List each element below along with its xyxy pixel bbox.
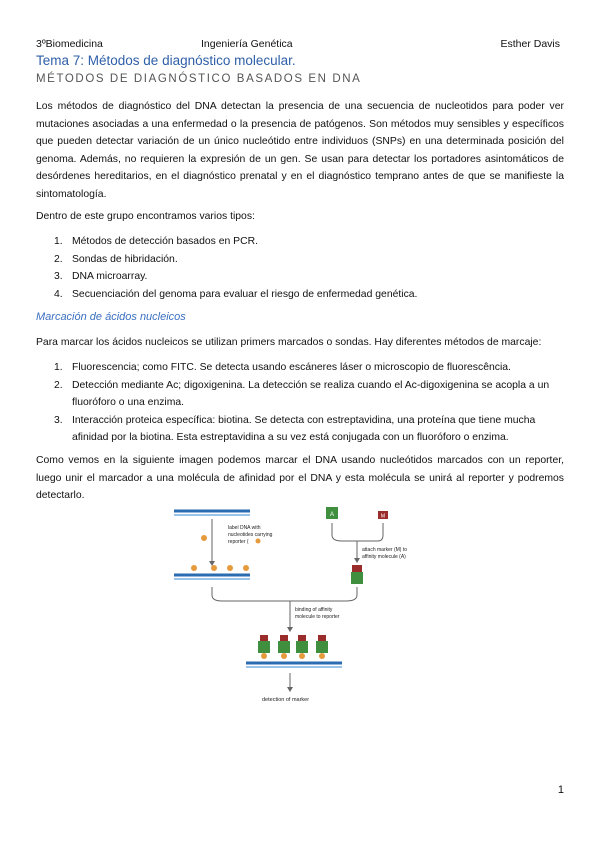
intro-paragraph: Los métodos de diagnóstico del DNA detectan la presencia de una secuencia de nucleotidos para poder ver mutaciones asociadas a una enfermedad o la presencia de patógenos. Son métodos muy sensibles y específicos que pueden detectar variación de un único nucleótido entre individuos (SNPs) en una determinada posición del genoma. Además, no requieren la expresión de un gen. Se usan para detectar los portadores asintomáticos de desórdenes hereditarios, en el diagnóstico prenatal y en el diagnóstico temprano antes de que se manifieste la sintomatología. <box>36 101 564 200</box>
arrow-head-icon <box>354 558 360 563</box>
page-number: 1 <box>557 784 564 796</box>
reporter-icon <box>227 565 233 571</box>
figure-intro-paragraph: Como vemos en la siguiente imagen podemos marcar el DNA usando nucleótidos marcados con un reporter, luego unir el marcador a una molécula de afinidad por el DNA y esta molécula se unirá al reporter y podremos detectarlo. <box>36 455 564 501</box>
list-item: 2. Sondas de hibridación. <box>54 253 178 265</box>
list-item: 4. Secuenciación del genoma para evaluar el riesgo de enfermedad genética. <box>54 288 418 300</box>
reporter-icon <box>299 653 305 659</box>
merge-bracket-icon <box>332 523 383 541</box>
list-item: 1. Métodos de detección basados en PCR. <box>54 236 258 247</box>
affinity-molecule-icon <box>316 641 328 653</box>
list-item: 3. Interacción proteica específica: biotina. Se detecta con estreptavidina, una proteína que tiene mucha afinidad por la biotina. Esta estreptavidina a su vez está conjugada con un fluoróforo o enzima. <box>54 414 536 443</box>
diagnostic-types-list <box>36 233 564 303</box>
detection-text: detection of marker <box>262 697 310 703</box>
list-item: 1. Fluorescencia; como FITC. Se detecta usando escáneres láser o microscopio de fluorescência. <box>54 362 511 373</box>
page-title: Tema 7: Métodos de diagnóstico molecular. <box>36 53 296 68</box>
types-intro-paragraph: Dentro de este grupo encontramos varios tipos: <box>36 211 255 222</box>
label-dna-text-3: reporter ( <box>228 539 249 545</box>
binding-text-2: molecule to reporter <box>295 614 340 620</box>
labeling-intro-paragraph: Para marcar los ácidos nucleicos se utilizan primers marcados o sondas. Hay diferentes métodos de marcaje: <box>36 337 542 348</box>
labeling-diagram <box>170 505 410 710</box>
reporter-icon <box>281 653 287 659</box>
arrow-head-icon <box>287 627 293 632</box>
list-item: 3. DNA microarray. <box>54 271 148 282</box>
affinity-letter: A <box>329 512 335 518</box>
attach-marker-text: attach marker (M) to <box>362 547 408 553</box>
list-item: 2. Detección mediante Ac; digoxigenina. La detección se realiza cuando el Ac-digoxigenina se acopla a un fluoróforo o una enzima. <box>54 379 550 408</box>
marker-letter: M <box>380 513 386 520</box>
label-dna-text-2: nucleotides carrying <box>228 532 273 538</box>
merge-bracket-icon <box>212 587 357 601</box>
marker-icon <box>318 635 326 641</box>
reporter-icon <box>243 565 249 571</box>
header-subject: Ingeniería Genética <box>201 38 293 50</box>
reporter-icon <box>319 653 325 659</box>
affinity-molecule-icon <box>278 641 290 653</box>
marker-icon <box>280 635 288 641</box>
arrow-head-icon <box>287 687 293 692</box>
attach-marker-text-2: affinity molecule (A) <box>362 554 406 560</box>
marker-icon <box>352 565 362 572</box>
page-subtitle: MÉTODOS DE DIAGNÓSTICO BASADOS EN DNA <box>36 73 362 85</box>
section-heading: Marcación de ácidos nucleicos <box>36 311 186 323</box>
header-author: Esther Davis <box>500 38 560 50</box>
reporter-icon <box>191 565 197 571</box>
reporter-icon <box>261 653 267 659</box>
reporter-icon <box>201 535 207 541</box>
label-dna-text: label DNA with <box>228 525 261 531</box>
marker-icon <box>260 635 268 641</box>
header-course: 3ºBiomedicina <box>36 38 103 50</box>
reporter-icon <box>256 539 261 544</box>
labeling-methods-list <box>36 359 564 447</box>
affinity-molecule-icon <box>296 641 308 653</box>
affinity-molecule-icon <box>258 641 270 653</box>
affinity-molecule-icon <box>351 572 363 584</box>
reporter-icon <box>211 565 217 571</box>
binding-text: binding of affinity <box>295 607 333 613</box>
marker-icon <box>298 635 306 641</box>
